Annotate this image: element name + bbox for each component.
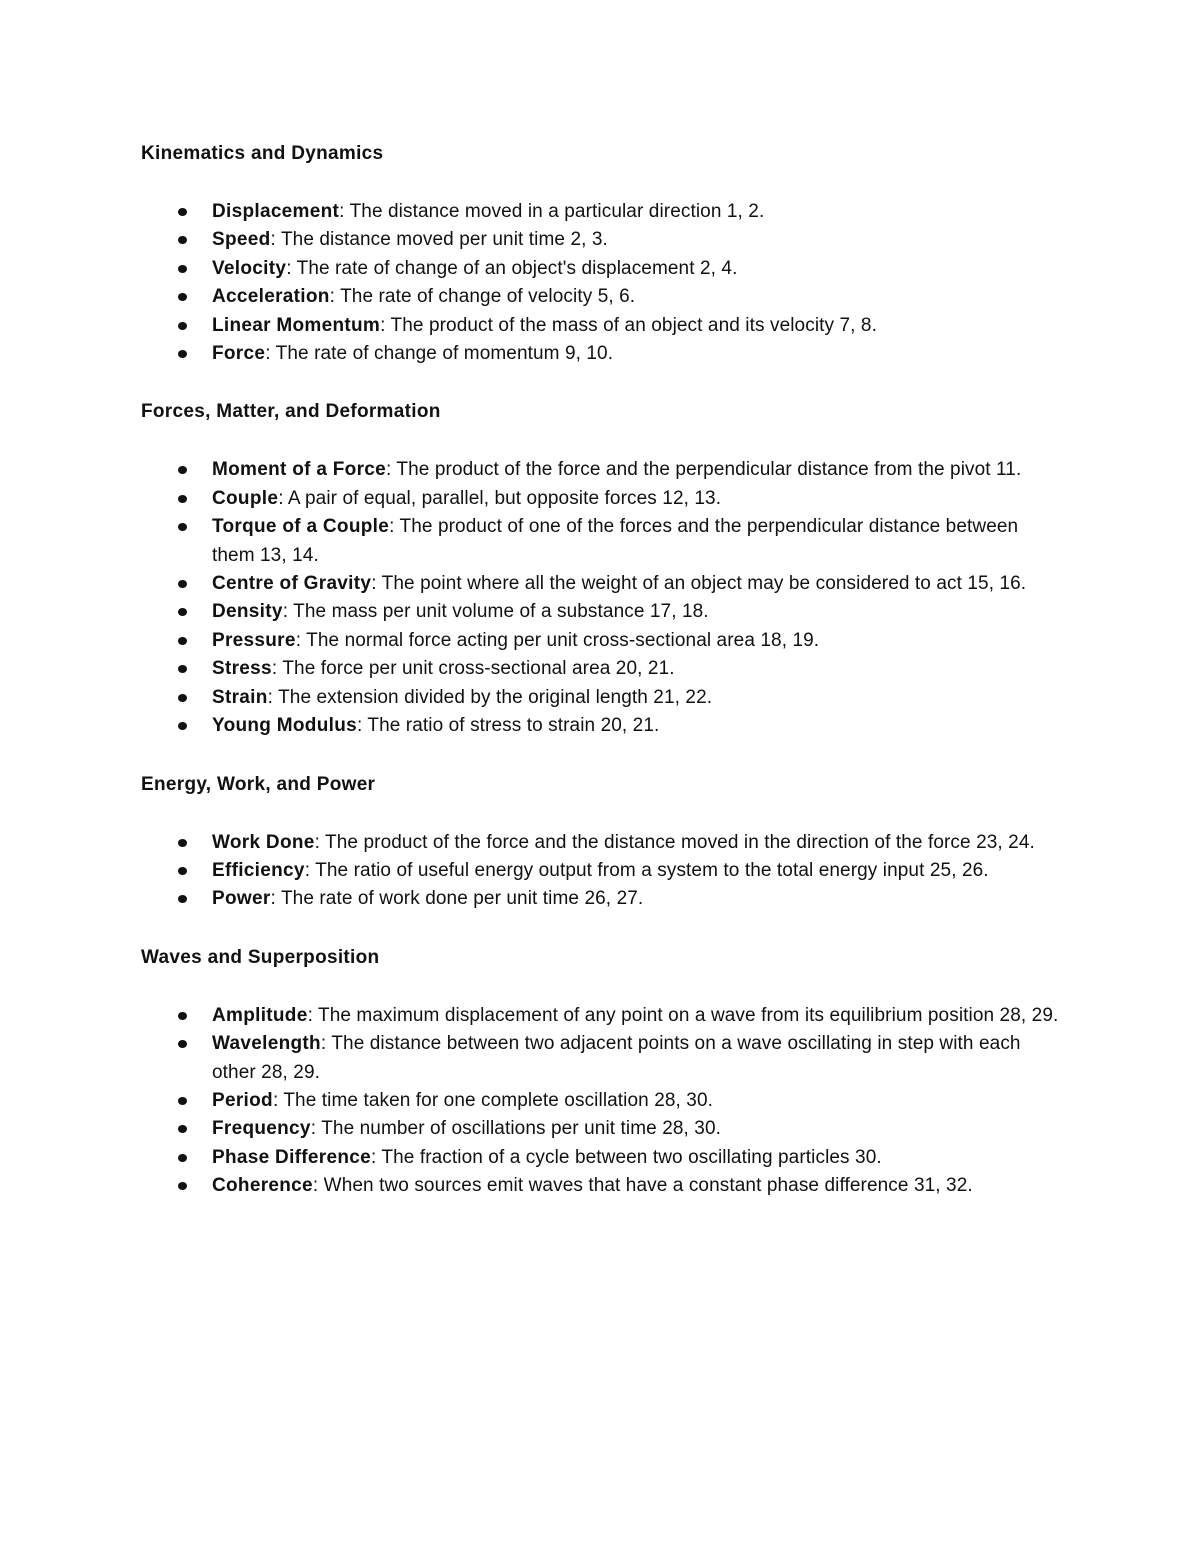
term-label: Couple xyxy=(212,487,279,509)
term-label: Velocity xyxy=(212,257,287,279)
list-item xyxy=(141,885,1061,913)
bullet-icon xyxy=(178,867,187,875)
list-item xyxy=(141,513,1061,570)
list-item xyxy=(141,198,1061,226)
bullet-icon xyxy=(178,208,187,216)
bullet-icon xyxy=(178,265,187,273)
bullet-icon xyxy=(178,580,187,588)
term-definition: : The extension divided by the original length 21, 22. xyxy=(267,686,713,708)
bullet-icon xyxy=(178,236,187,244)
bullet-icon xyxy=(178,466,187,474)
term-definition: : The rate of work done per unit time 26, 27. xyxy=(270,888,644,910)
document-page xyxy=(141,140,1061,1231)
term-definition: : The rate of change of velocity 5, 6. xyxy=(329,286,636,308)
section-waves-and-superposition xyxy=(141,944,1061,1201)
term-definition: : The rate of change of momentum 9, 10. xyxy=(265,343,614,365)
term-definition: : The product of the mass of an object and its velocity 7, 8. xyxy=(380,314,877,336)
bullet-icon xyxy=(178,839,187,847)
term-label: Centre of Gravity xyxy=(212,573,372,595)
bullet-icon xyxy=(178,665,187,673)
list-item xyxy=(141,627,1061,655)
list-item xyxy=(141,1030,1061,1087)
term-label: Density xyxy=(212,601,283,623)
term-definition: : The fraction of a cycle between two oscillating particles 30. xyxy=(370,1146,882,1168)
term-label: Displacement xyxy=(212,201,340,222)
term-definition: : The ratio of stress to strain 20, 21. xyxy=(356,715,660,737)
term-definition: : The point where all the weight of an object may be considered to act 15, 16. xyxy=(371,573,1027,595)
term-label: Frequency xyxy=(212,1118,311,1140)
bullet-icon xyxy=(178,523,187,531)
list-item xyxy=(141,255,1061,283)
term-definition: : The rate of change of an object's displacement 2, 4. xyxy=(286,257,738,279)
list-item xyxy=(141,456,1061,484)
list-item xyxy=(141,1144,1061,1172)
definition-list xyxy=(141,198,1061,368)
term-definition: : The mass per unit volume of a substance 17, 18. xyxy=(282,601,709,623)
term-definition: : The distance between two adjacent points on a wave oscillating in step with each other 28, 29. xyxy=(212,1033,1021,1083)
bullet-icon xyxy=(178,608,187,616)
term-definition: : The product of the force and the distance moved in the direction of the force 23, 24. xyxy=(314,831,1035,853)
term-label: Speed xyxy=(212,229,271,251)
list-item xyxy=(141,1002,1061,1030)
section-heading: Kinematics and Dynamics xyxy=(141,143,384,164)
list-item xyxy=(141,684,1061,712)
term-label: Efficiency xyxy=(212,859,305,881)
list-item xyxy=(141,485,1061,513)
term-definition: : The force per unit cross-sectional area 20, 21. xyxy=(271,658,675,680)
definition-list xyxy=(141,1002,1061,1201)
list-item xyxy=(141,1087,1061,1115)
bullet-icon xyxy=(178,637,187,645)
term-label: Period xyxy=(212,1089,273,1111)
term-label: Strain xyxy=(212,686,268,708)
term-definition: : The distance moved per unit time 2, 3. xyxy=(270,229,608,251)
list-item xyxy=(141,226,1061,254)
definition-list xyxy=(141,456,1061,740)
term-label: Torque of a Couple xyxy=(212,516,390,538)
bullet-icon xyxy=(178,1154,187,1162)
term-label: Amplitude xyxy=(212,1004,308,1026)
list-item xyxy=(141,570,1061,598)
term-label: Pressure xyxy=(212,629,296,651)
term-definition: : A pair of equal, parallel, but opposite forces 12, 13. xyxy=(278,487,722,509)
bullet-icon xyxy=(178,1125,187,1133)
bullet-icon xyxy=(178,895,187,903)
term-label: Stress xyxy=(212,658,272,680)
bullet-icon xyxy=(178,293,187,301)
section-heading: Energy, Work, and Power xyxy=(141,773,376,795)
list-item xyxy=(141,283,1061,311)
list-item xyxy=(141,340,1061,368)
bullet-icon xyxy=(178,694,187,702)
bullet-icon xyxy=(178,350,187,358)
term-label: Acceleration xyxy=(212,286,330,308)
term-label: Wavelength xyxy=(212,1033,321,1055)
list-item xyxy=(141,712,1061,740)
section-heading: Waves and Superposition xyxy=(141,946,380,968)
section-kinematics-and-dynamics xyxy=(141,140,1061,368)
list-item xyxy=(141,1115,1061,1143)
definition-list xyxy=(141,829,1061,914)
term-definition: : The ratio of useful energy output from a system to the total energy input 25, 26. xyxy=(304,859,989,881)
term-label: Linear Momentum xyxy=(212,314,381,336)
section-heading: Forces, Matter, and Deformation xyxy=(141,401,441,423)
term-definition: : The distance moved in a particular direction 1, 2. xyxy=(339,201,765,222)
term-label: Coherence xyxy=(212,1175,313,1197)
term-label: Work Done xyxy=(212,831,315,853)
bullet-icon xyxy=(178,495,187,503)
term-label: Power xyxy=(212,888,271,910)
term-definition: : When two sources emit waves that have a constant phase difference 31, 32. xyxy=(312,1175,973,1197)
bullet-icon xyxy=(178,1097,187,1105)
section-forces-matter-deformation xyxy=(141,398,1061,740)
list-item xyxy=(141,857,1061,885)
bullet-icon xyxy=(178,1040,187,1048)
list-item xyxy=(141,1172,1061,1200)
bullet-icon xyxy=(178,1182,187,1190)
term-label: Phase Difference xyxy=(212,1146,371,1168)
section-energy-work-power xyxy=(141,771,1061,914)
bullet-icon xyxy=(178,322,187,330)
term-definition: : The normal force acting per unit cross-sectional area 18, 19. xyxy=(295,629,820,651)
term-definition: : The product of the force and the perpendicular distance from the pivot 11. xyxy=(386,459,1022,481)
list-item xyxy=(141,655,1061,683)
term-label: Force xyxy=(212,343,266,365)
term-label: Moment of a Force xyxy=(212,459,387,481)
list-item xyxy=(141,829,1061,857)
list-item xyxy=(141,312,1061,340)
term-definition: : The number of oscillations per unit time 28, 30. xyxy=(310,1118,721,1140)
list-item xyxy=(141,598,1061,626)
term-definition: : The time taken for one complete oscillation 28, 30. xyxy=(272,1089,714,1111)
term-definition: : The product of one of the forces and the perpendicular distance between them 13, 14. xyxy=(212,516,1019,566)
term-definition: : The maximum displacement of any point on a wave from its equilibrium position 28, 29. xyxy=(307,1004,1059,1026)
term-label: Young Modulus xyxy=(212,715,357,737)
bullet-icon xyxy=(178,1012,187,1020)
bullet-icon xyxy=(178,722,187,730)
